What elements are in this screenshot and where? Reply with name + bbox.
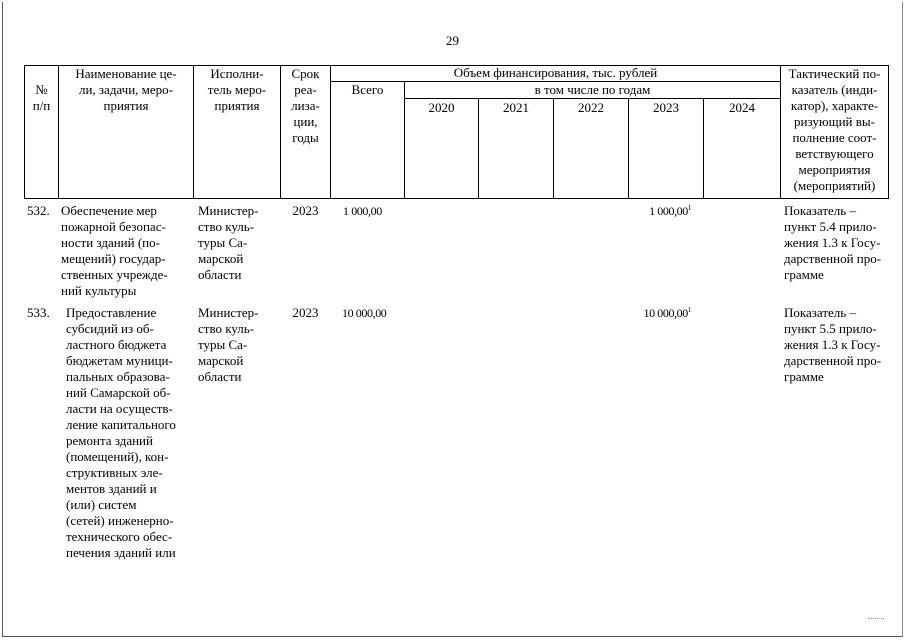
row-term: 2023 [292, 203, 319, 218]
page-number: 29 [446, 33, 459, 48]
header-year-2023: 2023 [653, 100, 679, 115]
row-name: Обеспечение мер пожарной безопас- ности зданий (по- мещений) государ- ственных учрежде- ний культуры [61, 203, 168, 298]
col-border-right [888, 65, 889, 199]
years-header-rule [404, 98, 780, 99]
header-name: Наименование це- ли, задачи, меро- приятия [75, 66, 177, 113]
header-year-2024: 2024 [729, 100, 755, 115]
row-indicator: Показатель – пункт 5.5 прило- жения 1.3 к Госу- дарственной про- грамме [784, 305, 882, 384]
scan-artifact [868, 618, 884, 621]
row-2023-value [629, 305, 691, 321]
header-year-2021: 2021 [503, 100, 529, 115]
header-num: № п/п [32, 82, 51, 113]
header-funding: Объем финансирования, тыс. рублей [453, 65, 658, 80]
row-executor: Министер- ство куль- туры Са- марской области [198, 203, 259, 282]
row-num: 533. [27, 305, 50, 320]
header-executor: Исполни- тель меро- приятия [207, 66, 267, 113]
col-border-total-years [404, 81, 405, 199]
row-total: 1 000,00 [343, 204, 382, 218]
header-term: Срок реа- лиза- ции, годы [291, 66, 320, 145]
row-name: Предоставление субсидий из об- ластного бюджета бюджетам муници- пальных образова- ний Самарской об- ласти на осуществ- ление капитального ремонта зданий (помещений), кон- структивных эле- ментов зданий и (или) систем (сетей) инженерно- технического обес- печения зданий или [66, 305, 176, 560]
row-2023-value [629, 203, 691, 219]
footnote-mark: 1 [687, 204, 691, 212]
header-total: Всего [351, 82, 384, 97]
row-2023-amount: 1 000,00 [649, 204, 688, 218]
footnote-mark: 1 [687, 306, 691, 314]
header-year-2020: 2020 [428, 100, 455, 115]
header-by-years: в том числе по годам [534, 82, 651, 97]
row-2023-amount: 10 000,00 [643, 306, 688, 320]
header-bottom-rule [24, 198, 889, 199]
row-total: 10 000,00 [342, 306, 387, 320]
row-num: 532. [27, 203, 50, 218]
header-indicator: Тактический по- казатель (инди- катор), характе- ризующий вы- полнение соот- ветствующего мероприятия (мероприятий) [788, 66, 881, 193]
header-year-2022: 2022 [578, 100, 604, 115]
row-indicator: Показатель – пункт 5.4 прило- жения 1.3 к Госу- дарственной про- грамме [784, 203, 882, 282]
row-term: 2023 [292, 305, 319, 320]
row-executor: Министер- ство куль- туры Са- марской области [198, 305, 259, 384]
